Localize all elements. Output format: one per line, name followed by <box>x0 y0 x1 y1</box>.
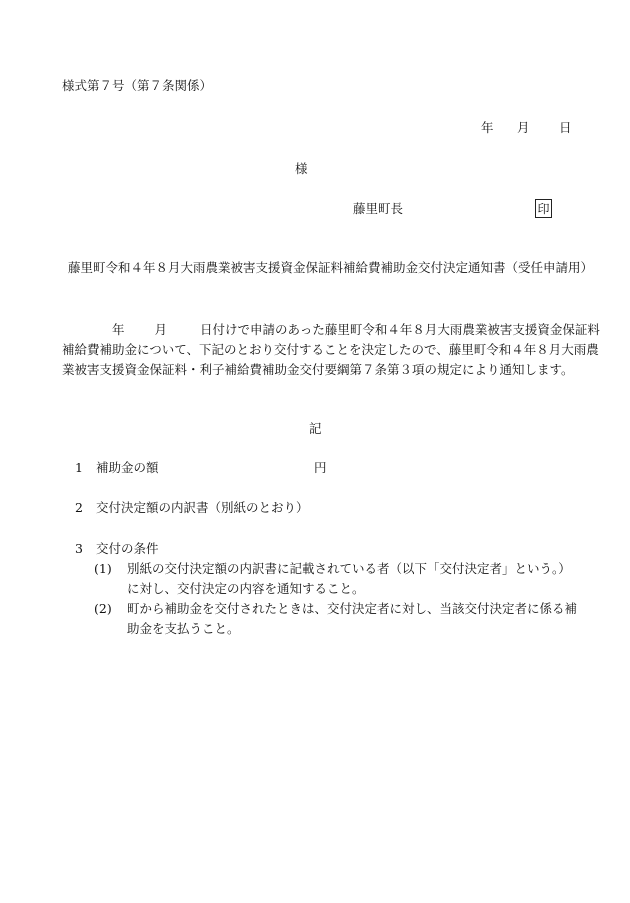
item-1-text: 補助金の額 <box>96 460 159 475</box>
body-year-label: 年 <box>112 322 125 337</box>
body-line-2: 補給費補助金について、下記のとおり交付することを決定したので、藤里町令和４年８月大雨農 <box>62 342 599 357</box>
body-line-3: 業被害支援資金保証料・利子補給費補助金交付要綱第７条第３項の規定により通知します。 <box>62 362 574 377</box>
body-line-1 <box>62 320 600 340</box>
addressee-suffix: 様 <box>295 161 308 176</box>
date-line <box>481 122 572 135</box>
seal-mark: 印 <box>535 199 552 218</box>
condition-2-number: (2) <box>94 601 112 616</box>
date-year-label: 年 <box>481 120 494 135</box>
document-title: 藤里町令和４年８月大雨農業被害支援資金保証料補給費補助金交付決定通知書（受任申請用） <box>68 260 594 275</box>
form-label: 様式第７号（第７条関係） <box>62 78 213 93</box>
item-2-number: 2 <box>75 500 83 515</box>
ki-heading: 記 <box>309 421 322 436</box>
sender-name: 藤里町長 <box>353 201 404 216</box>
condition-1-line-2: に対し、交付決定の内容を通知すること。 <box>127 581 365 596</box>
date-month-label: 月 <box>517 120 530 135</box>
item-2-text: 交付決定額の内訳書（別紙のとおり） <box>96 500 309 515</box>
condition-1-line-1: 別紙の交付決定額の内訳書に記載されている者（以下「交付決定者」という。） <box>127 561 571 576</box>
condition-2-line-1: 町から補助金を交付されたときは、交付決定者に対し、当該交付決定者に係る補 <box>127 601 578 616</box>
item-3-text: 交付の条件 <box>96 541 159 556</box>
condition-1-number: (1) <box>94 561 112 576</box>
date-day-label: 日 <box>559 120 572 135</box>
item-3-number: 3 <box>75 541 83 556</box>
condition-2-line-2: 助金を支払うこと。 <box>127 621 240 636</box>
body-line-1-text: 日付けで申請のあった藤里町令和４年８月大雨農業被害支援資金保証料 <box>200 322 600 337</box>
item-1-number: 1 <box>75 460 83 475</box>
body-paragraph <box>62 320 600 380</box>
body-month-label: 月 <box>154 322 168 337</box>
amount-unit: 円 <box>314 460 327 475</box>
